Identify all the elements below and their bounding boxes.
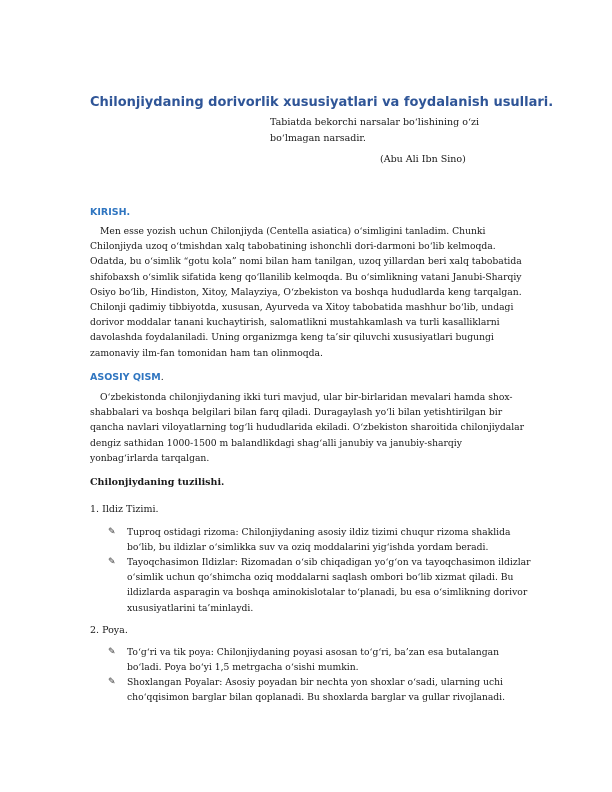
main-paragraph: O‘zbekistonda chilonjiydaning ikki turi mavjud, ular bir-birlaridan mevalari hamda shox-shabbalari va boshqa belgilari bilan farq qiladi. Duragaylash yo‘li bilan yetishtirilgan bir qancha navlari viloyatlarning tog‘li hududlarida ekiladi. O‘zbekiston sharoitida chilonjiydalar dengiz sathidan 1000-1500 m balandlikdagi shag‘alli janubiy va janubiy-sharqiy yonbag‘irlarda tarqalgan. [90,392,525,464]
list-item [108,555,533,616]
list-item [108,675,533,705]
list-item-text: Shoxlangan Poyalar: Asosiy poyadan bir nechta yon shoxlar o‘sadi, ularning uchi cho‘qqisimon barglar bilan qoplanadi. Bu shoxlarda barglar va gullar rivojlanadi. [127,677,506,704]
list-item [108,645,533,675]
intro-paragraph: Men esse yozish uchun Chilonjiyda (Centella asiatica) o‘simligini tanladim. Chunki Chilonjiyda uzoq o‘tmishdan xalq tabobatining ishonchli dori-darmoni bo‘lib kelmoqda. Odatda, bu o‘simlik “gotu kola” nomi bilan ham tanilgan, uzoq yillardan beri xalq tabobatida shifobaxsh o‘simlik sifatida keng qo‘llanilib kelmoqda. Bu o‘simlikning vatani Janubi-Sharqiy Osiyo bo‘lib, Hindiston, Xitoy, Malayziya, O‘zbekiston va boshqa hududlarda keng tarqalgan. Chilonji qadimiy tibbiyotda, xususan, Ayurveda va Xitoy tabobatida mashhur bo‘lib, undagi dorivor moddalar tanani kuchaytirish, salomatlikni mustahkamlash va turli kasalliklarni davolashda foydalaniladi. Uning organizmga keng ta’sir qiluvchi xususiyatlari bugungi zamonaviy ilm-fan tomonidan ham tan olinmoqda. [90,226,522,359]
main-heading-text: ASOSIY QISM [90,372,161,383]
main-heading-dot: . [160,372,164,383]
structure-heading: Chilonjiydaning tuzilishi. [90,477,225,488]
main-heading [90,372,164,383]
list-item [108,525,533,555]
document-title: Chilonjiydaning dorivorlik xususiyatlari va foydalanish usullari. [90,95,554,110]
pencil-bullet-icon: ✎ [108,677,116,687]
pencil-bullet-icon: ✎ [108,527,116,537]
list-item-text: Tuproq ostidagi rizoma: Chilonjiydaning asosiy ildiz tizimi chuqur rizoma shaklida bo‘lib, bu ildizlar o‘simlikka suv va oziq moddalarini yig‘ishda yordam beradi. [127,527,511,554]
list-item-text: Tayoqchasimon Ildizlar: Rizomadan o‘sib chiqadigan yo‘g‘on va tayoqchasimon ildizlar o‘simlik uchun qo‘shimcha oziq moddalarni saqlash ombori bo‘lib xizmat qiladi. Bu ildizlarda asparagin va boshqa aminokislotalar to‘planadi, bu esa o‘simlikning dorivor xususiyatlarini ta’minlaydi. [127,557,531,614]
pencil-bullet-icon: ✎ [108,647,116,657]
section-label-roots: 1. Ildiz Tizimi. [90,504,159,515]
epigraph-author: (Abu Ali Ibn Sino) [380,154,466,165]
pencil-bullet-icon: ✎ [108,557,116,567]
epigraph-quote: Tabiatda bekorchi narsalar bo‘lishining o‘zi bo‘lmagan narsadir. [270,117,480,144]
section-label-stem: 2. Poya. [90,625,128,636]
list-item-text: To‘g‘ri va tik poya: Chilonjiydaning poyasi asosan to‘g‘ri, ba’zan esa butalangan bo‘ladi. Poya bo‘yi 1,5 metrgacha o‘sishi mumkin. [127,647,499,674]
intro-heading: KIRISH. [90,207,131,218]
